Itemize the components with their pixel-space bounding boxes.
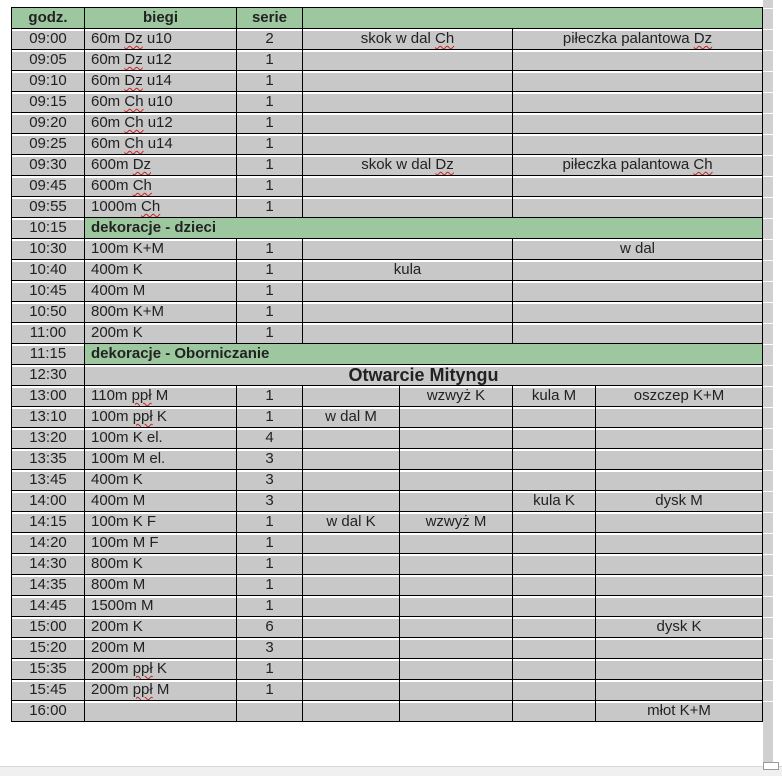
scrollbar-gridline [763,176,773,177]
spellcheck-mark: Dz [124,51,143,68]
field-event-cell[interactable] [303,575,400,596]
heats-cell[interactable]: 1 [237,386,303,407]
time-cell[interactable]: 10:30 [12,239,85,260]
race-cell[interactable]: 60m Dz u10 [85,29,237,50]
heats-cell[interactable]: 1 [237,92,303,113]
field-event-cell[interactable] [596,470,763,491]
field-event-cell[interactable] [303,596,400,617]
field-event-cell[interactable] [400,491,513,512]
race-cell[interactable]: 60m Ch u10 [85,92,237,113]
field-event-cell[interactable] [513,617,596,638]
schedule-row [12,533,763,554]
scrollbar-gridline [763,701,773,702]
spellcheck-mark: Ch [124,135,144,152]
field-event-cell[interactable] [303,449,400,470]
race-cell[interactable]: 60m Dz u14 [85,71,237,92]
heats-cell[interactable]: 1 [237,659,303,680]
field-event-cell[interactable]: skok w dal Dz [303,155,513,176]
field-event-cell[interactable] [303,428,400,449]
time-cell[interactable]: 14:20 [12,533,85,554]
schedule-row [12,260,763,281]
field-event-cell[interactable] [400,617,513,638]
scrollbar-gridline [763,113,773,114]
field-event-cell[interactable] [303,50,513,71]
scrollbar-gridline [763,323,773,324]
schedule-row [12,617,763,638]
field-event-cell[interactable]: dysk K [596,617,763,638]
time-cell[interactable]: 09:20 [12,113,85,134]
scrollbar-gridline [763,659,773,660]
field-event-cell[interactable] [400,533,513,554]
schedule-row [12,470,763,491]
field-event-cell[interactable] [596,638,763,659]
race-cell[interactable]: 110m ppł M [85,386,237,407]
field-event-cell[interactable] [513,50,763,71]
schedule-row [12,71,763,92]
spellcheck-mark: Dz [435,156,454,173]
schedule-row [12,134,763,155]
field-event-cell[interactable] [400,701,513,722]
schedule-row [12,428,763,449]
field-event-cell[interactable] [303,680,400,701]
schedule-row [12,386,763,407]
field-event-cell[interactable] [596,428,763,449]
heats-cell[interactable]: 1 [237,575,303,596]
scrollbar-gridline [763,386,773,387]
field-event-cell[interactable] [400,680,513,701]
spellcheck-mark: Dz [124,72,143,89]
field-event-cell[interactable] [303,638,400,659]
schedule-row [12,197,763,218]
race-cell[interactable]: 600m Dz [85,155,237,176]
time-cell[interactable]: 13:45 [12,470,85,491]
spellcheck-mark: Dz [693,30,713,47]
field-event-cell[interactable] [513,197,763,218]
time-cell[interactable]: 09:25 [12,134,85,155]
heats-cell[interactable]: 1 [237,323,303,344]
field-event-cell[interactable] [513,428,596,449]
field-event-cell[interactable] [400,659,513,680]
ceremony-row [12,218,763,239]
field-event-cell[interactable] [303,554,400,575]
field-event-cell[interactable]: wzwyż K [400,386,513,407]
schedule-row [12,449,763,470]
schedule-row [12,575,763,596]
race-cell[interactable]: 60m Dz u12 [85,50,237,71]
spellcheck-mark: Ch [141,198,161,215]
race-cell[interactable]: 400m K [85,470,237,491]
race-cell[interactable]: 100m M el. [85,449,237,470]
scrollbar-gridline [763,92,773,93]
heats-cell[interactable] [237,701,303,722]
spellcheck-mark: Dz [124,30,143,47]
spellcheck-mark: ppł [132,681,153,698]
field-event-cell[interactable] [513,533,596,554]
field-event-cell[interactable] [596,659,763,680]
schedule-row [12,113,763,134]
race-cell[interactable]: 600m Ch [85,176,237,197]
schedule-row [12,638,763,659]
schedule-row [12,302,763,323]
field-event-cell[interactable] [303,491,400,512]
field-event-cell[interactable]: w dal M [303,407,400,428]
field-event-cell[interactable] [303,176,513,197]
scrollbar-gridline [763,407,773,408]
field-event-cell[interactable] [596,407,763,428]
time-cell[interactable]: 14:30 [12,554,85,575]
spellcheck-mark: Ch [132,177,152,194]
spellcheck-mark: ppł [131,387,152,404]
race-cell[interactable]: 800m K+M [85,302,237,323]
resize-corner[interactable] [763,762,779,770]
time-cell[interactable]: 11:15 [12,344,85,365]
ceremony-row [12,344,763,365]
schedule-row [12,554,763,575]
field-event-cell[interactable] [513,554,596,575]
field-event-cell[interactable] [596,512,763,533]
time-cell[interactable]: 13:00 [12,386,85,407]
time-cell[interactable]: 15:35 [12,659,85,680]
scrollbar-gridline [763,155,773,156]
race-cell[interactable]: 200m M [85,638,237,659]
time-cell[interactable]: 14:15 [12,512,85,533]
schedule-row [12,176,763,197]
time-cell[interactable]: 10:45 [12,281,85,302]
scrollbar-gridline [763,239,773,240]
field-event-cell[interactable] [513,680,596,701]
field-event-cell[interactable] [400,638,513,659]
race-cell[interactable]: 800m M [85,575,237,596]
race-cell[interactable]: 400m K [85,260,237,281]
time-cell[interactable]: 14:35 [12,575,85,596]
race-cell[interactable]: 100m K+M [85,239,237,260]
schedule-sheet [11,7,762,722]
schedule-table [11,7,763,722]
time-cell[interactable]: 09:30 [12,155,85,176]
field-event-cell[interactable] [513,701,596,722]
time-cell[interactable]: 09:10 [12,71,85,92]
heats-cell[interactable]: 1 [237,554,303,575]
ceremony-label[interactable]: dekoracje - dzieci [85,218,763,239]
schedule-row [12,29,763,50]
field-event-cell[interactable] [513,470,596,491]
spellcheck-mark: Ch [693,156,713,173]
heats-cell[interactable]: 1 [237,197,303,218]
vertical-scrollbar[interactable] [763,0,773,762]
spellcheck-mark: Ch [124,93,144,110]
field-event-cell[interactable] [513,659,596,680]
field-event-cell[interactable] [303,701,400,722]
field-event-cell[interactable] [513,281,763,302]
race-cell[interactable]: 100m M F [85,533,237,554]
field-event-cell[interactable] [596,533,763,554]
field-event-cell[interactable]: w dal K [303,512,400,533]
heats-cell[interactable]: 6 [237,617,303,638]
field-event-cell[interactable] [513,92,763,113]
scrollbar-gridline [763,470,773,471]
field-event-cell[interactable] [303,71,513,92]
race-cell[interactable]: 400m M [85,491,237,512]
field-event-cell[interactable] [513,407,596,428]
field-event-cell[interactable] [596,554,763,575]
field-event-cell[interactable] [596,449,763,470]
time-cell[interactable]: 15:45 [12,680,85,701]
schedule-row [12,281,763,302]
race-cell[interactable]: 800m K [85,554,237,575]
time-cell[interactable]: 16:00 [12,701,85,722]
field-event-cell[interactable] [303,470,400,491]
field-event-cell[interactable] [303,281,513,302]
time-cell[interactable]: 15:20 [12,638,85,659]
schedule-row [12,155,763,176]
field-event-cell[interactable] [400,554,513,575]
heats-cell[interactable]: 1 [237,50,303,71]
time-cell[interactable]: 15:00 [12,617,85,638]
field-event-cell[interactable]: w dal [513,239,763,260]
header-heats[interactable]: serie [237,8,303,29]
field-event-cell[interactable]: oszczep K+M [596,386,763,407]
scrollbar-gridline [763,533,773,534]
field-event-cell[interactable] [596,575,763,596]
scrollbar-gridline [763,512,773,513]
header-row [12,8,763,29]
race-cell[interactable]: 1500m M [85,596,237,617]
scrollbar-gridline [763,218,773,219]
race-cell[interactable]: 60m Ch u12 [85,113,237,134]
spellcheck-mark: ppł [132,408,153,425]
time-cell[interactable]: 09:00 [12,29,85,50]
field-event-cell[interactable] [400,575,513,596]
scrollbar-gridline [763,680,773,681]
scrollbar-gridline [763,197,773,198]
race-cell[interactable]: 200m ppł M [85,680,237,701]
field-event-cell[interactable] [303,533,400,554]
scrollbar-gridline [763,638,773,639]
heats-cell[interactable]: 2 [237,29,303,50]
field-event-cell[interactable]: dysk M [596,491,763,512]
field-event-cell[interactable] [303,92,513,113]
field-event-cell[interactable] [400,449,513,470]
field-event-cell[interactable]: piłeczka palantowa Dz [513,29,763,50]
scrollbar-gridline [763,344,773,345]
field-event-cell[interactable] [303,113,513,134]
ceremony-label[interactable]: dekoracje - Oborniczanie [85,344,763,365]
schedule-row [12,596,763,617]
field-event-cell[interactable]: kula K [513,491,596,512]
time-cell[interactable]: 13:35 [12,449,85,470]
race-cell[interactable]: 1000m Ch [85,197,237,218]
spellcheck-mark: Dz [132,156,152,173]
scrollbar-gridline [763,365,773,366]
field-event-cell[interactable] [303,386,400,407]
scrollbar-gridline [763,302,773,303]
schedule-row [12,239,763,260]
field-event-cell[interactable] [400,407,513,428]
race-cell[interactable]: 60m Ch u14 [85,134,237,155]
scrollbar-gridline [763,428,773,429]
heats-cell[interactable]: 1 [237,134,303,155]
opening-label[interactable]: Otwarcie Mityngu [85,365,763,386]
race-cell[interactable]: 100m K el. [85,428,237,449]
spellcheck-mark: ppł [132,660,153,677]
field-event-cell[interactable] [513,71,763,92]
scrollbar-gridline [763,71,773,72]
spellcheck-mark: Ch [435,30,455,47]
field-event-cell[interactable] [303,659,400,680]
time-cell[interactable]: 10:40 [12,260,85,281]
schedule-row [12,50,763,71]
race-cell[interactable]: 100m ppł K [85,407,237,428]
time-cell[interactable]: 09:15 [12,92,85,113]
time-cell[interactable]: 10:15 [12,218,85,239]
scrollbar-gridline [763,8,773,9]
field-event-cell[interactable] [303,239,513,260]
heats-cell[interactable]: 1 [237,512,303,533]
heats-cell[interactable]: 4 [237,428,303,449]
scrollbar-gridline [763,491,773,492]
schedule-row [12,491,763,512]
race-cell[interactable]: 200m ppł K [85,659,237,680]
field-event-cell[interactable] [513,113,763,134]
field-event-cell[interactable] [400,596,513,617]
scrollbar-gridline [763,134,773,135]
race-cell[interactable]: 200m K [85,617,237,638]
time-cell[interactable]: 14:00 [12,491,85,512]
heats-cell[interactable]: 3 [237,491,303,512]
field-event-cell[interactable] [303,134,513,155]
heats-cell[interactable]: 1 [237,260,303,281]
field-event-cell[interactable] [513,449,596,470]
field-event-cell[interactable] [596,596,763,617]
field-event-cell[interactable]: wzwyż M [400,512,513,533]
field-event-cell[interactable] [513,176,763,197]
field-event-cell[interactable] [513,260,763,281]
race-cell[interactable]: 200m K [85,323,237,344]
heats-cell[interactable]: 1 [237,239,303,260]
field-event-cell[interactable]: kula [303,260,513,281]
time-cell[interactable]: 14:45 [12,596,85,617]
schedule-row [12,407,763,428]
field-event-cell[interactable] [303,617,400,638]
header-field[interactable] [303,8,763,29]
field-event-cell[interactable] [513,638,596,659]
field-event-cell[interactable] [513,134,763,155]
field-event-cell[interactable] [303,302,513,323]
heats-cell[interactable]: 3 [237,470,303,491]
time-cell[interactable]: 11:00 [12,323,85,344]
heats-cell[interactable]: 1 [237,680,303,701]
header-races[interactable]: biegi [85,8,237,29]
scrollbar-gridline [763,617,773,618]
time-cell[interactable]: 09:05 [12,50,85,71]
heats-cell[interactable]: 1 [237,533,303,554]
race-cell[interactable]: 100m K F [85,512,237,533]
schedule-row [12,701,763,722]
scrollbar-gridline [763,29,773,30]
time-cell[interactable]: 12:30 [12,365,85,386]
heats-cell[interactable]: 3 [237,449,303,470]
heats-cell[interactable]: 1 [237,71,303,92]
scrollbar-gridline [763,554,773,555]
opening-row [12,365,763,386]
schedule-row [12,659,763,680]
field-event-cell[interactable] [303,323,513,344]
time-cell[interactable]: 13:20 [12,428,85,449]
heats-cell[interactable]: 1 [237,596,303,617]
field-event-cell[interactable]: młot K+M [596,701,763,722]
race-cell[interactable] [85,701,237,722]
heats-cell[interactable]: 1 [237,302,303,323]
spellcheck-mark: Ch [124,114,144,131]
field-event-cell[interactable]: piłeczka palantowa Ch [513,155,763,176]
scrollbar-gridline [763,596,773,597]
race-cell[interactable]: 400m M [85,281,237,302]
time-cell[interactable]: 09:55 [12,197,85,218]
scrollbar-gridline [763,260,773,261]
scrollbar-gridline [763,449,773,450]
field-event-cell[interactable] [513,302,763,323]
time-cell[interactable]: 10:50 [12,302,85,323]
field-event-cell[interactable] [513,575,596,596]
schedule-row [12,323,763,344]
field-event-cell[interactable] [513,512,596,533]
field-event-cell[interactable] [400,470,513,491]
heats-cell[interactable]: 1 [237,176,303,197]
time-cell[interactable]: 09:45 [12,176,85,197]
heats-cell[interactable]: 1 [237,155,303,176]
schedule-row [12,680,763,701]
heats-cell[interactable]: 3 [237,638,303,659]
scrollbar-gridline [763,575,773,576]
field-event-cell[interactable]: kula M [513,386,596,407]
heats-cell[interactable]: 1 [237,281,303,302]
heats-cell[interactable]: 1 [237,407,303,428]
field-event-cell[interactable] [596,680,763,701]
schedule-row [12,92,763,113]
field-event-cell[interactable]: skok w dal Ch [303,29,513,50]
time-cell[interactable]: 13:10 [12,407,85,428]
field-event-cell[interactable] [400,428,513,449]
header-time[interactable]: godz. [12,8,85,29]
field-event-cell[interactable] [513,596,596,617]
scrollbar-gridline [763,50,773,51]
schedule-row [12,512,763,533]
field-event-cell[interactable] [303,197,513,218]
field-event-cell[interactable] [513,323,763,344]
heats-cell[interactable]: 1 [237,113,303,134]
scrollbar-gridline [763,281,773,282]
